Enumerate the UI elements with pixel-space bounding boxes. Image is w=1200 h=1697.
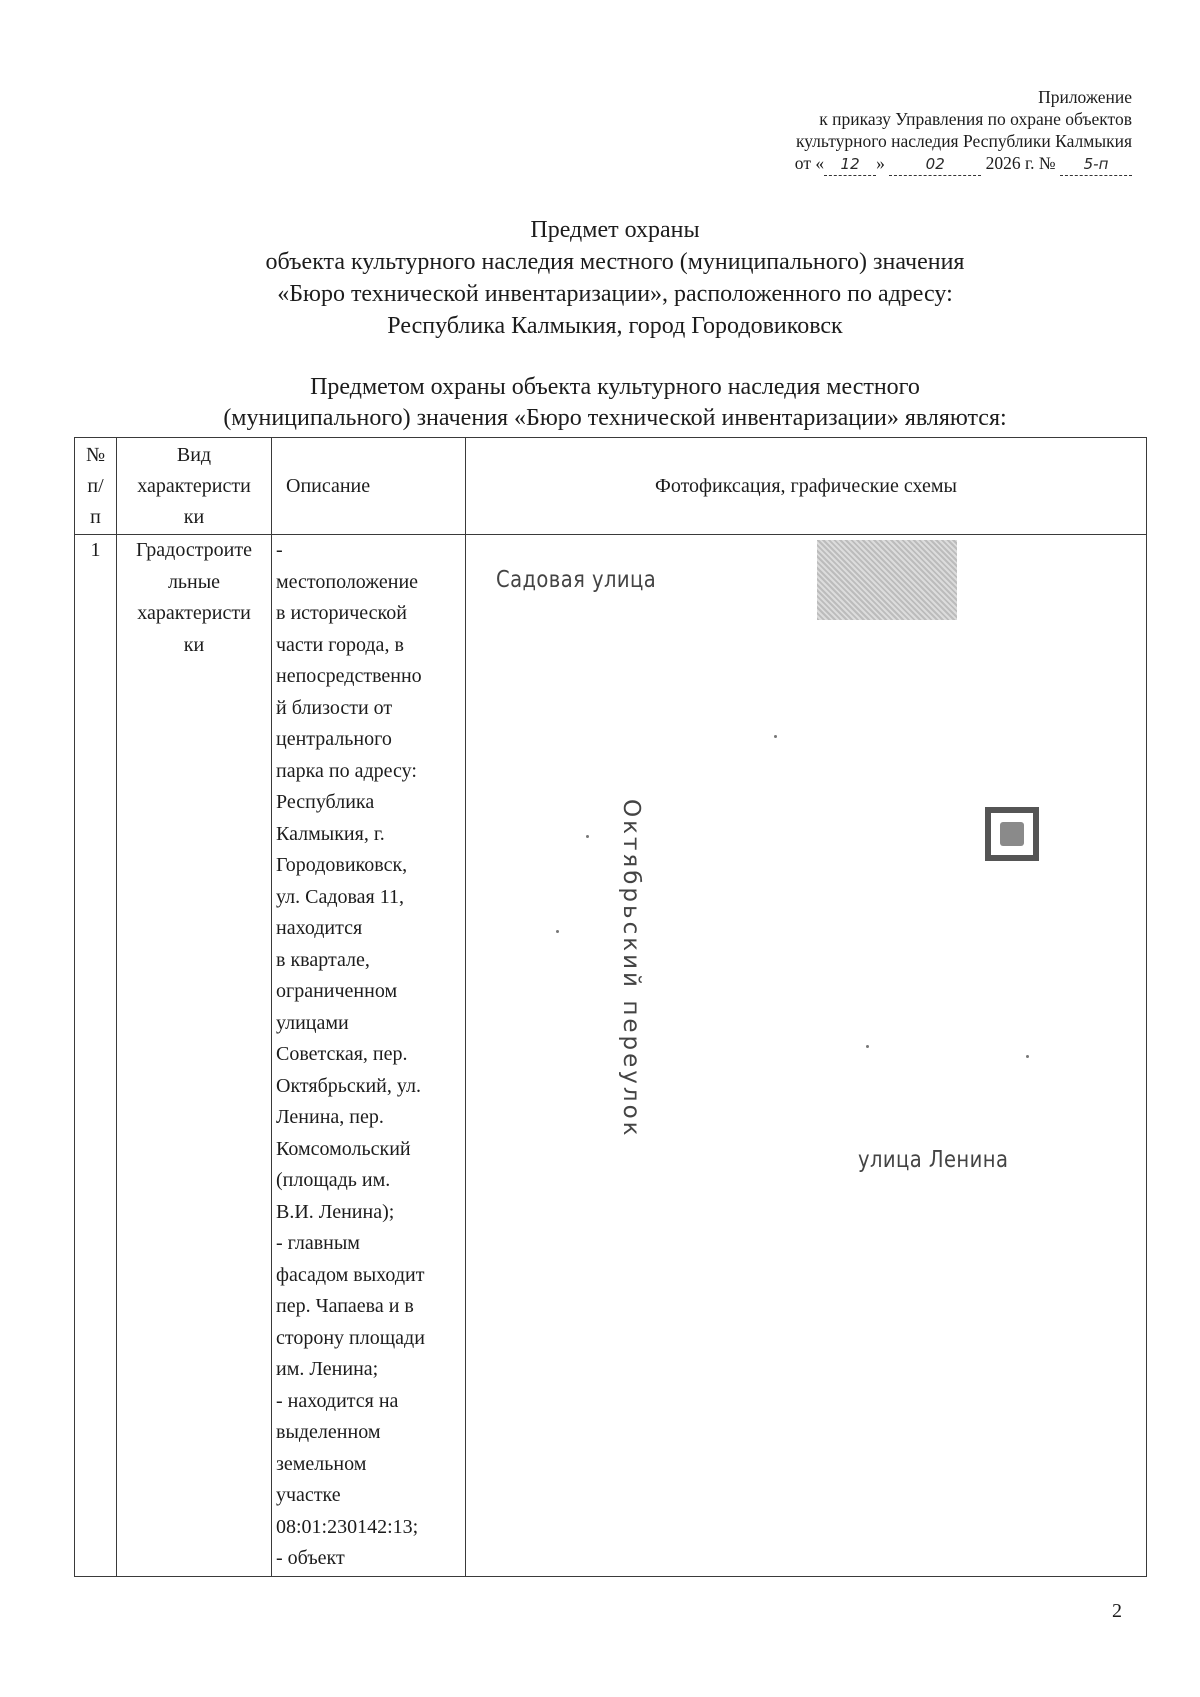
map-speck: [1026, 1055, 1029, 1058]
description-line: в исторической: [276, 602, 407, 624]
map-speck: [866, 1045, 869, 1048]
appendix-header: [532, 86, 1132, 176]
description-line: земельном: [276, 1452, 367, 1475]
description-line: Комсомольский: [276, 1137, 411, 1160]
description-line: ограниченном: [276, 980, 398, 1002]
header-kind-line: Вид: [176, 443, 212, 466]
map-speck: [586, 835, 589, 838]
description-line: части города, в: [276, 633, 404, 656]
intro-line-1: Предметом охраны объекта культурного наследия местного: [310, 374, 920, 400]
year-text: 2026 г. №: [985, 153, 1056, 173]
row-photo-scheme: [466, 535, 1147, 1577]
row-kind: [117, 535, 272, 1577]
handwritten-month: 02: [889, 153, 981, 176]
description-line: В.И. Ленина);: [276, 1200, 395, 1223]
header-kind-line: ки: [183, 505, 205, 528]
row-kind-line: льные: [167, 570, 221, 593]
map-speck: [556, 930, 559, 933]
description-line: (площадь им.: [276, 1169, 391, 1191]
table-header-row: [75, 438, 1147, 535]
row-kind-line: ки: [183, 633, 205, 656]
description-line: в квартале,: [276, 948, 370, 971]
description-line: - главным: [276, 1232, 360, 1254]
description-line: находится: [276, 917, 363, 939]
description-line: Республика: [276, 791, 375, 813]
description-line: Ленина, пер.: [276, 1106, 384, 1128]
header-description: Описание: [272, 438, 466, 535]
street-label-oktyabrsky: Октябрьский переулок: [618, 799, 644, 1139]
header-kind: [117, 438, 272, 535]
location-scheme-map: [466, 535, 1146, 1576]
intro-line-2: (муниципального) значения «Бюро технической инвентаризации» являются:: [223, 405, 1007, 431]
header-photo: Фотофиксация, графические схемы: [466, 438, 1147, 535]
description-line: - находится на: [276, 1389, 399, 1412]
description-line: участке: [276, 1484, 341, 1506]
description-line: ул. Садовая 11,: [276, 885, 405, 908]
appendix-line-3: культурного наследия Республики Калмыкия: [795, 131, 1132, 151]
description-line: пер. Чапаева и в: [276, 1295, 414, 1317]
protection-subject-table: [74, 437, 1147, 1577]
description-line: выделенном: [276, 1421, 381, 1443]
description-line: - объект: [276, 1547, 345, 1569]
header-num-line: п: [90, 505, 101, 528]
object-location-marker: [985, 807, 1039, 861]
description-line: парка по адресу:: [276, 759, 417, 782]
header-num-line: п/: [87, 474, 104, 497]
header-num-line: №: [85, 443, 106, 466]
map-noise-block: [817, 540, 957, 620]
table-row: [75, 535, 1147, 1577]
title-line-1: Предмет охраны: [530, 217, 700, 243]
intro-paragraph: [80, 372, 1150, 434]
row-number: 1: [75, 535, 117, 1577]
title-line-3: «Бюро технической инвентаризации», расположенного по адресу:: [277, 281, 953, 307]
description-line: сторону площади: [276, 1326, 425, 1349]
date-mid: »: [876, 153, 885, 173]
description-line: Советская, пер.: [276, 1043, 408, 1065]
street-label-lenina: улица Ленина: [858, 1147, 1009, 1173]
street-label-sadovaya: Садовая улица: [496, 567, 657, 593]
row-kind-line: характеристи: [137, 602, 251, 624]
description-line: Октябрьский, ул.: [276, 1074, 421, 1097]
document-title: [80, 214, 1150, 342]
description-line: Калмыкия, г.: [276, 822, 385, 845]
row-description: [272, 535, 466, 1577]
row-kind-line: Градостроите: [135, 539, 253, 561]
header-num: [75, 438, 117, 535]
description-line: улицами: [276, 1011, 349, 1034]
appendix-line-2: к приказу Управления по охране объектов: [819, 109, 1132, 129]
handwritten-order-number: 5-п: [1060, 153, 1132, 176]
date-prefix: от «: [794, 153, 825, 173]
title-line-2: объекта культурного наследия местного (муниципального) значения: [265, 249, 965, 275]
page-number: 2: [1112, 1600, 1122, 1622]
appendix-line-1: Приложение: [1038, 87, 1132, 107]
description-line: местоположение: [276, 570, 419, 593]
description-line: непосредственно: [276, 665, 422, 687]
description-line: -: [276, 539, 283, 561]
handwritten-day: 12: [824, 153, 876, 176]
description-line: центрального: [276, 728, 392, 750]
description-line: фасадом выходит: [276, 1263, 425, 1286]
description-line: 08:01:230142:13;: [276, 1515, 419, 1538]
map-speck: [774, 735, 777, 738]
description-line: й близости от: [276, 696, 393, 719]
appendix-date-line: [532, 152, 1132, 176]
description-line: Городовиковск,: [276, 854, 408, 876]
description-line: им. Ленина;: [276, 1358, 379, 1380]
header-kind-line: характеристи: [137, 474, 251, 497]
title-line-4: Республика Калмыкия, город Городовиковск: [387, 313, 843, 339]
